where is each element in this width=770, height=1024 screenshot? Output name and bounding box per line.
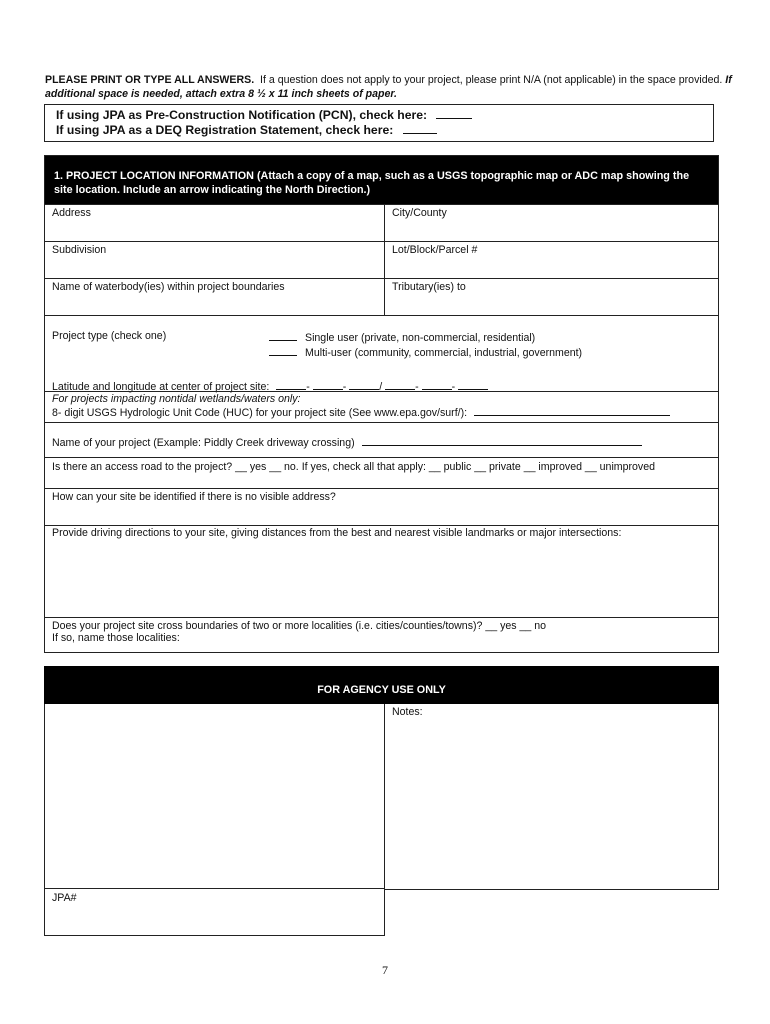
instructions xyxy=(45,73,735,101)
latlong-sep: - xyxy=(342,381,347,393)
single-user-label: Single user (private, non-commercial, residential) xyxy=(305,332,536,344)
city-county-field[interactable] xyxy=(385,205,718,241)
notes-label: Notes: xyxy=(392,706,423,718)
subdivision-field[interactable] xyxy=(45,242,385,278)
agency-left-cell[interactable] xyxy=(44,704,385,936)
latlong-sep: - xyxy=(306,381,310,393)
project-name-field xyxy=(45,423,718,457)
instructions-text: If a question does not apply to your project, please print N/A (not applicable) in the space provided. xyxy=(260,74,723,86)
section-1-header: 1. PROJECT LOCATION INFORMATION (Attach a copy of a map, such as a USGS topographic map or ADC map showing the site location. Include an arrow indicating the North Direction.) xyxy=(45,156,718,204)
tributary-label: Tributary(ies) to xyxy=(392,281,466,293)
notes-field[interactable] xyxy=(384,704,719,890)
address-field[interactable] xyxy=(45,205,385,241)
address-label: Address xyxy=(52,207,91,219)
project-type-row xyxy=(45,315,718,375)
subdivision-row xyxy=(45,241,718,278)
subdivision-label: Subdivision xyxy=(52,244,107,256)
huc-row xyxy=(45,391,718,422)
latlong-row xyxy=(45,375,718,391)
long-seconds[interactable] xyxy=(458,379,488,390)
huc-label: 8- digit USGS Hydrologic Unit Code (HUC) for your project site (See www.epa.gov/surf/): xyxy=(52,407,468,419)
jpa-number-field[interactable] xyxy=(45,888,384,935)
lat-degrees[interactable] xyxy=(276,379,306,390)
waterbody-row xyxy=(45,278,718,315)
instructions-lead: PLEASE PRINT OR TYPE ALL ANSWERS. xyxy=(45,74,255,86)
tributary-field[interactable] xyxy=(385,279,718,315)
long-degrees[interactable] xyxy=(385,379,415,390)
project-location-section xyxy=(44,155,719,653)
lat-seconds[interactable] xyxy=(349,379,379,390)
latlong-sep: - xyxy=(415,381,419,393)
lat-minutes[interactable] xyxy=(313,379,343,390)
waterbody-label: Name of waterbody(ies) within project boundaries xyxy=(52,281,285,293)
directions-field[interactable] xyxy=(45,526,718,617)
access-road-field[interactable] xyxy=(45,458,718,488)
project-name-label: Name of your project (Example: Piddly Creek driveway crossing) xyxy=(52,437,355,449)
lot-block-field[interactable] xyxy=(385,242,718,278)
deq-label: If using JPA as a DEQ Registration Statement, check here: xyxy=(56,123,394,137)
directions-row xyxy=(45,525,718,617)
identify-site-field[interactable] xyxy=(45,489,718,525)
project-name-input[interactable] xyxy=(362,435,642,446)
latlong-field xyxy=(45,375,718,391)
deq-check-field[interactable] xyxy=(403,123,437,134)
project-type-options xyxy=(269,330,582,360)
project-name-row xyxy=(45,422,718,457)
multi-user-label: Multi-user (community, commercial, industrial, government) xyxy=(305,347,583,359)
pcn-check-field[interactable] xyxy=(436,108,472,119)
identify-site-label: How can your site be identified if there is no visible address? xyxy=(52,491,336,503)
boundaries-question: Does your project site cross boundaries of two or more localities (i.e. cities/counties/towns)? __ yes __ no xyxy=(52,620,547,632)
access-road-label: Is there an access road to the project? __ yes __ no. If yes, check all that apply: __ public __ private __ improved __ unimproved xyxy=(52,461,656,473)
single-user-option xyxy=(269,330,582,345)
agency-body xyxy=(44,704,719,936)
identify-site-row xyxy=(45,488,718,525)
multi-user-option xyxy=(269,345,582,360)
huc-input[interactable] xyxy=(474,405,670,416)
instructions-note: If additional space is needed, attach extra 8 ½ x 11 inch sheets of paper. xyxy=(45,74,732,100)
agency-use-section xyxy=(44,666,719,936)
boundaries-localities: If so, name those localities: xyxy=(52,632,180,644)
pcn-label: If using JPA as Pre-Construction Notification (PCN), check here: xyxy=(56,108,428,122)
directions-label: Provide driving directions to your site, giving distances from the best and nearest visible landmarks or major intersections: xyxy=(52,527,622,539)
latlong-sep: - xyxy=(451,381,456,393)
project-type-field xyxy=(45,316,718,375)
lot-block-label: Lot/Block/Parcel # xyxy=(392,244,478,256)
huc-field xyxy=(45,392,718,422)
boundaries-row xyxy=(45,617,718,652)
waterbody-field[interactable] xyxy=(45,279,385,315)
page-number: 7 xyxy=(382,963,388,977)
agency-header: FOR AGENCY USE ONLY xyxy=(44,666,719,704)
long-minutes[interactable] xyxy=(422,379,452,390)
boundaries-field[interactable] xyxy=(45,618,718,652)
multi-user-check[interactable] xyxy=(269,345,297,356)
pcn-deq-box xyxy=(44,104,714,142)
address-row xyxy=(45,204,718,241)
jpa-label: JPA# xyxy=(52,892,77,904)
project-type-label: Project type (check one) xyxy=(52,330,167,342)
latlong-label: Latitude and longitude at center of project site: xyxy=(52,381,270,393)
deq-line xyxy=(56,123,713,138)
city-county-label: City/County xyxy=(392,207,447,219)
huc-line xyxy=(52,405,718,419)
single-user-check[interactable] xyxy=(269,330,297,341)
nontidal-note: For projects impacting nontidal wetlands/waters only: xyxy=(52,393,301,405)
access-road-row xyxy=(45,457,718,488)
pcn-line xyxy=(56,108,713,123)
latlong-sep: / xyxy=(379,381,383,393)
